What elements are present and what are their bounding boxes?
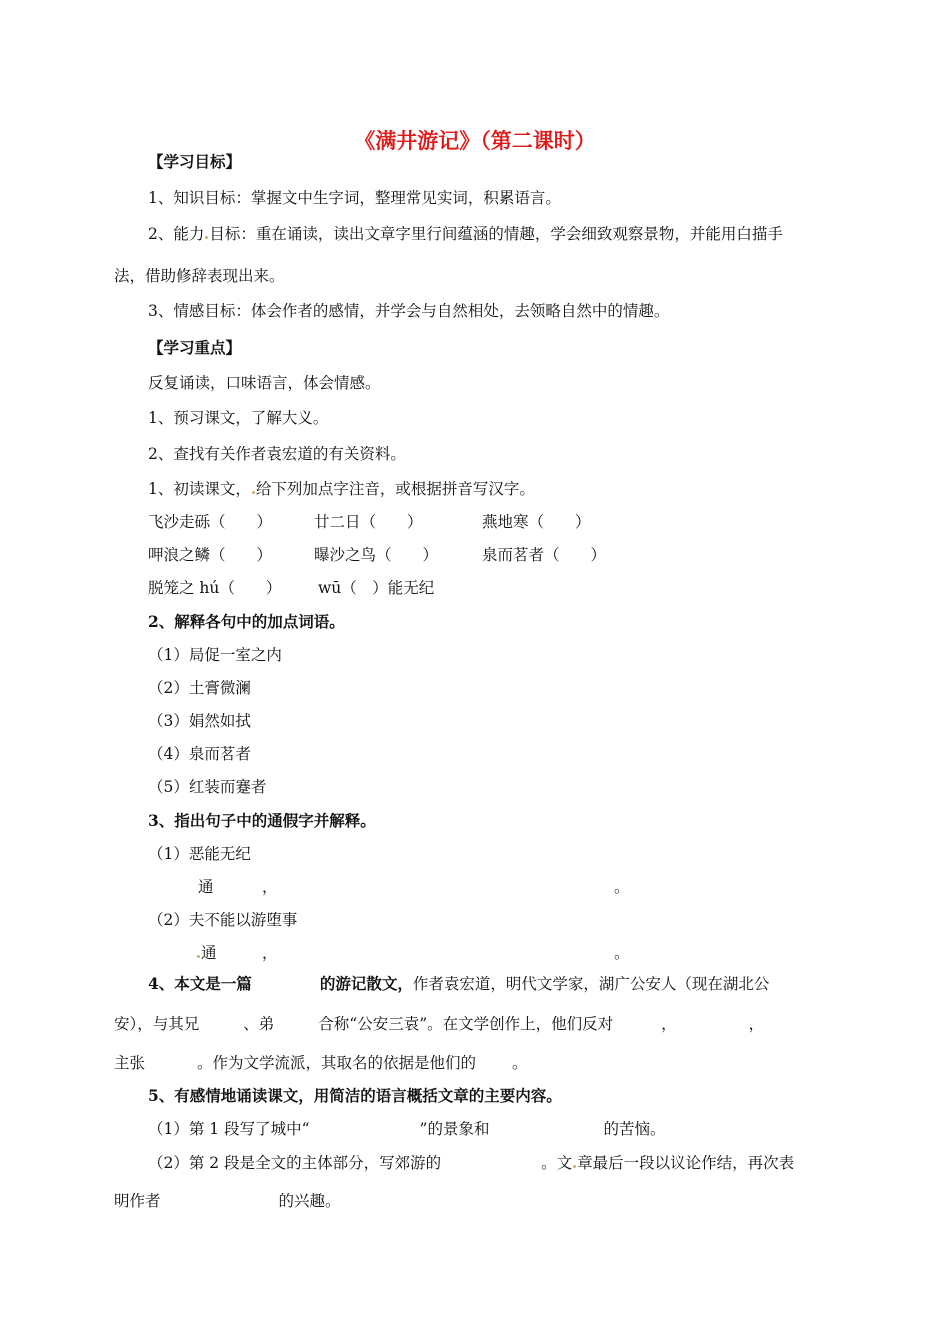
q5-item-2 — [148, 1153, 794, 1173]
stray-dot-mark — [205, 236, 208, 239]
stray-dot-mark — [573, 1165, 576, 1168]
q5-item-2-continued — [114, 1191, 341, 1211]
question-4-text: 、弟 — [243, 1015, 275, 1033]
q5-text: 章最后一段以议论作结，再次表 — [577, 1154, 795, 1172]
q2-item: （1）局促一室之内 — [148, 646, 282, 664]
section-heading-goals: 【学习目标】 — [148, 152, 242, 171]
pinyin-item: wū（ ）能无纪 — [318, 579, 435, 597]
goal-emotion: 3、情感目标：体会作者的感情，并学会与自然相处，去领略自然中的情趣。 — [148, 302, 670, 320]
q5-text: 的苦恼。 — [603, 1120, 666, 1138]
stray-dot-mark — [252, 491, 255, 494]
q5-text: （2）第 2 段是全文的主体部分，写郊游的 — [148, 1154, 442, 1172]
q5-text: 的兴趣。 — [278, 1192, 341, 1210]
question-2: 2、解释各句中的加点词语。 — [148, 612, 345, 631]
tong-comma: ， — [262, 944, 278, 962]
q5-text: ”的景象和 — [419, 1120, 490, 1138]
question-5: 5、有感情地诵读课文，用简洁的语言概括文章的主要内容。 — [148, 1086, 562, 1105]
question-3: 3、指出句子中的通假字并解释。 — [148, 811, 376, 830]
pinyin-item: 脱笼之 hú（ ） — [148, 579, 282, 597]
goal-ability-continued: 法，借助修辞表现出来。 — [114, 267, 285, 285]
question-4-text: 。 — [512, 1054, 528, 1072]
pinyin-item: 廿二日（ ） — [314, 513, 423, 531]
tong-label: 通 — [198, 878, 214, 896]
pinyin-item: 曝沙之鸟（ ） — [314, 546, 439, 564]
goal-ability — [148, 224, 783, 244]
q5-text: （1）第 1 段写了城中“ — [148, 1120, 310, 1138]
tong-period: 。 — [614, 944, 630, 962]
q2-item: （4）泉而茗者 — [148, 745, 251, 763]
focus-text: 反复诵读，口味语言，体会情感。 — [148, 374, 381, 392]
q2-item: （2）土膏微澜 — [148, 679, 251, 697]
stray-dot-mark — [197, 955, 200, 958]
question-1-prefix: 1、初读课文， — [148, 480, 251, 498]
q3-item: （2）夫不能以游堕事 — [148, 911, 298, 929]
section-heading-focus: 【学习重点】 — [148, 338, 242, 357]
tong-period: 。 — [614, 878, 630, 896]
preview-item-2: 2、查找有关作者袁宏道的有关资料。 — [148, 445, 406, 463]
q5-text: 明作者 — [114, 1192, 161, 1210]
question-4-line-3 — [114, 1053, 528, 1073]
question-4-text: ， — [748, 1015, 765, 1033]
tong-comma: ， — [262, 878, 278, 896]
question-4-text: 。作为文学流派，其取名的依据是他们的 — [197, 1054, 477, 1072]
question-4-text: 作者袁宏道，明代文学家，湖广公安人（现在湖北公 — [412, 975, 770, 993]
q3-item: （1）恶能无纪 — [148, 845, 251, 863]
question-4-number: 4 — [148, 974, 159, 993]
question-4-bold: 的游记散文， — [319, 974, 413, 993]
question-4-text: 安），与其兄 — [114, 1015, 200, 1033]
question-4-bold: 、本文是一篇 — [158, 974, 252, 993]
preview-item-1: 1、预习课文，了解大义。 — [148, 409, 329, 427]
tong-label-text: 通 — [201, 944, 217, 962]
question-1 — [148, 479, 535, 499]
goal-ability-text: 目标：重在诵读，读出文章字里行间蕴涵的情趣，学会细致观察景物，并能用白描手 — [209, 225, 783, 243]
pinyin-item: 燕地寒（ ） — [482, 513, 591, 531]
page-title: 《满井游记》（第二课时） — [354, 128, 596, 153]
question-4-text: 主张 — [114, 1054, 146, 1072]
pinyin-item: 飞沙走砾（ ） — [148, 513, 273, 531]
q2-item: （3）娟然如拭 — [148, 712, 251, 730]
question-4-text: 合称“公安三袁”。在文学创作上，他们反对 — [318, 1015, 614, 1033]
q5-item-1 — [148, 1119, 665, 1139]
q2-item: （5）红装而蹇者 — [148, 778, 267, 796]
tong-label — [196, 943, 217, 963]
question-4-line-1 — [148, 974, 769, 994]
goal-ability-prefix: 2、能力 — [148, 225, 205, 243]
pinyin-item: 呷浪之鳞（ ） — [148, 546, 273, 564]
q5-text: 。文 — [541, 1154, 573, 1172]
question-1-text: 给下列加点字注音，或根据拼音写汉字。 — [255, 480, 535, 498]
pinyin-item: 泉而茗者（ ） — [482, 546, 607, 564]
goal-knowledge: 1、知识目标：掌握文中生字词，整理常见实词，积累语言。 — [148, 189, 561, 207]
question-4-line-2 — [114, 1014, 764, 1034]
question-4-text: ， — [661, 1015, 677, 1033]
